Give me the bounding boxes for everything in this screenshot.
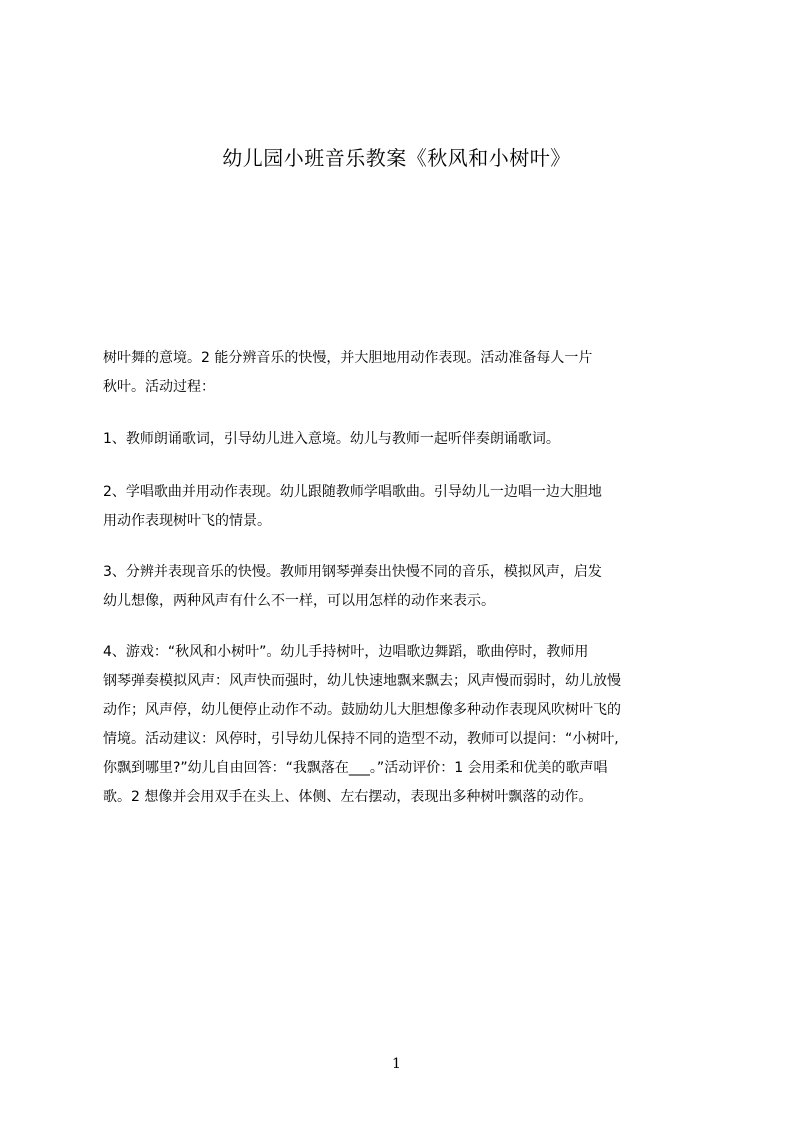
paragraph-line: 1、教师朗诵歌词，引导幼儿进入意境。幼儿与教师一起听伴奏朗诵歌词。: [103, 431, 560, 447]
document-title: 幼儿园小班音乐教案《秋风和小树叶》: [222, 146, 571, 170]
paragraph-line: 4、游戏：“秋风和小树叶”。幼儿手持树叶，边唱歌边舞蹈，歌曲停时，教师用: [103, 644, 589, 660]
paragraph-line: 2、学唱歌曲并用动作表现。幼儿跟随教师学唱歌曲。引导幼儿一边唱一边大胆地: [103, 484, 602, 500]
paragraph-line: 情境。活动建议：风停时，引导幼儿保持不同的造型不动，教师可以提问：“小树叶,: [103, 731, 619, 747]
paragraph-line: 钢琴弹奏模拟风声：风声快而强时，幼儿快速地飘来飘去；风声慢而弱时，幼儿放慢: [103, 673, 621, 689]
paragraph-line: 用动作表现树叶飞的情景。: [103, 513, 271, 529]
paragraph-line: 你飘到哪里?”幼儿自由回答：“我飘落在___。”活动评价：1 会用柔和优美的歌声唱: [103, 760, 608, 776]
paragraph-line: 3、分辨并表现音乐的快慢。教师用钢琴弹奏出快慢不同的音乐，模拟风声，启发: [103, 564, 602, 580]
paragraph-line: 秋叶。活动过程：: [103, 379, 215, 395]
paragraph-line: 树叶舞的意境。2 能分辨音乐的快慢，并大胆地用动作表现。活动准备每人一片: [103, 350, 593, 366]
page-number: 1: [392, 1056, 401, 1072]
paragraph-line: 动作；风声停，幼儿便停止动作不动。鼓励幼儿大胆想像多种动作表现风吹树叶飞的: [103, 702, 621, 718]
paragraph-line: 幼儿想像，两种风声有什么不一样，可以用怎样的动作来表示。: [103, 593, 495, 609]
paragraph-step-4: [103, 580, 703, 870]
paragraph-line: 歌。2 想像并会用双手在头上、体侧、左右摆动，表现出多种树叶飘落的动作。: [103, 789, 593, 805]
